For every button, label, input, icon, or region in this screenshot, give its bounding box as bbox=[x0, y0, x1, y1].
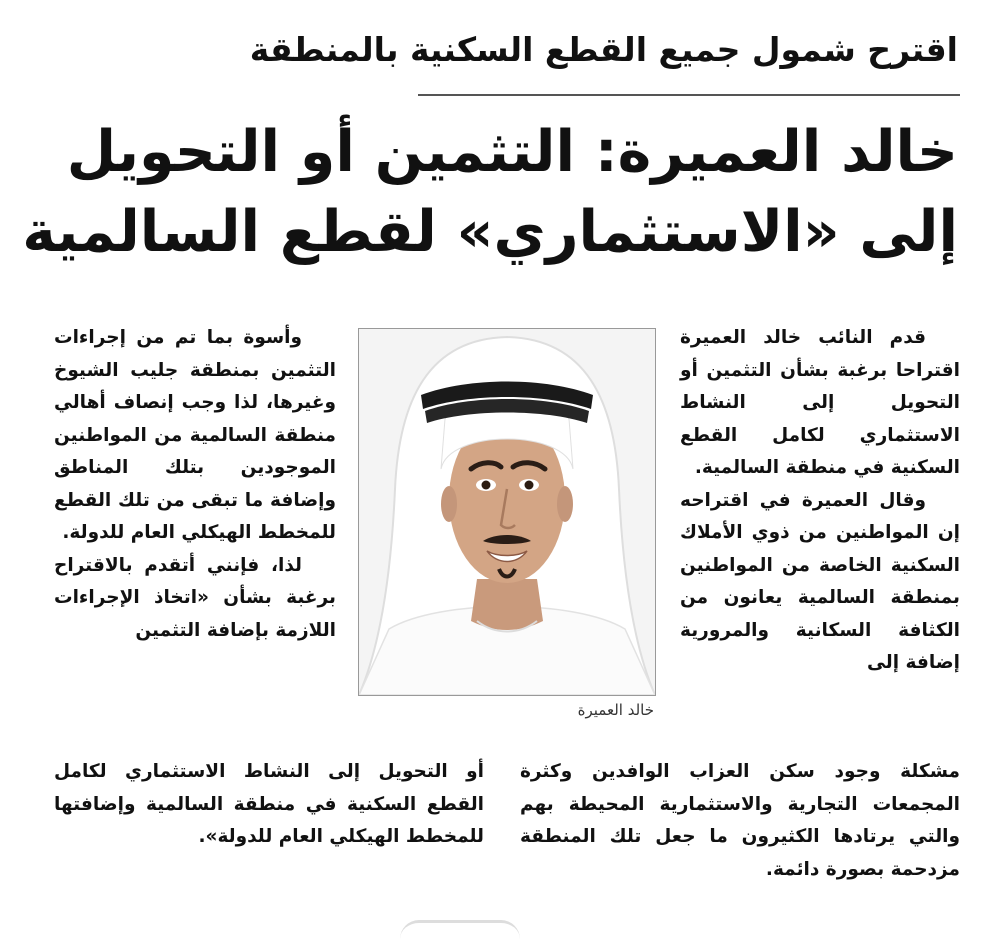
headline-line-1: خالد العميرة: التثمين أو التحويل bbox=[66, 119, 958, 185]
right-column-paragraph-1: قدم النائب خالد العميرة اقتراحا برغبة بشأن التثمين أو التحويل إلى النشاط الاستثماري لكامل القطع السكنية في منطقة السالمية. bbox=[680, 327, 960, 478]
left-column-paragraph-2: لذا، فإنني أتقدم بالاقتراح برغبة بشأن «اتخاذ الإجراءات اللازمة بإضافة التثمين bbox=[54, 554, 336, 641]
right-column-paragraph-2: وقال العميرة في اقتراحه إن المواطنين من ذوي الأملاك السكنية الخاصة من المواطنين بمنطقة السالمية يعانون من الكثافة السكانية والمرورية إضافة إلى bbox=[680, 489, 960, 673]
photo-caption: خالد العميرة bbox=[577, 701, 654, 719]
right-column bbox=[680, 322, 960, 680]
article-kicker: اقترح شمول جميع القطع السكنية بالمنطقة bbox=[249, 30, 958, 69]
bottom-right-paragraph: مشكلة وجود سكن العزاب الوافدين وكثرة المجمعات التجارية والاستثمارية المحيطة بهم والتي يرتادها الكثيرون ما جعل تلك المنطقة مزدحمة بصورة دائمة. bbox=[520, 761, 960, 880]
portrait-photo bbox=[358, 328, 656, 696]
article-headline bbox=[22, 112, 958, 272]
portrait-illustration bbox=[359, 329, 655, 695]
bottom-decoration bbox=[400, 920, 520, 939]
bottom-left-paragraph: أو التحويل إلى النشاط الاستثماري لكامل القطع السكنية في منطقة السالمية وإضافتها للمخطط الهيكلي العام للدولة». bbox=[54, 761, 484, 847]
left-column-paragraph-1: وأسوة بما تم من إجراءات التثمين بمنطقة جليب الشيوخ وغيرها، لذا وجب إنصاف أهالي منطقة السالمية من المواطنين الموجودين بتلك المناطق وإضافة ما تبقى من تلك القطع للمخطط الهيكلي العام للدولة. bbox=[54, 327, 336, 543]
left-column bbox=[54, 322, 336, 647]
kicker-divider bbox=[418, 94, 960, 96]
headline-line-2: إلى «الاستثماري» لقطع السالمية bbox=[22, 199, 958, 265]
